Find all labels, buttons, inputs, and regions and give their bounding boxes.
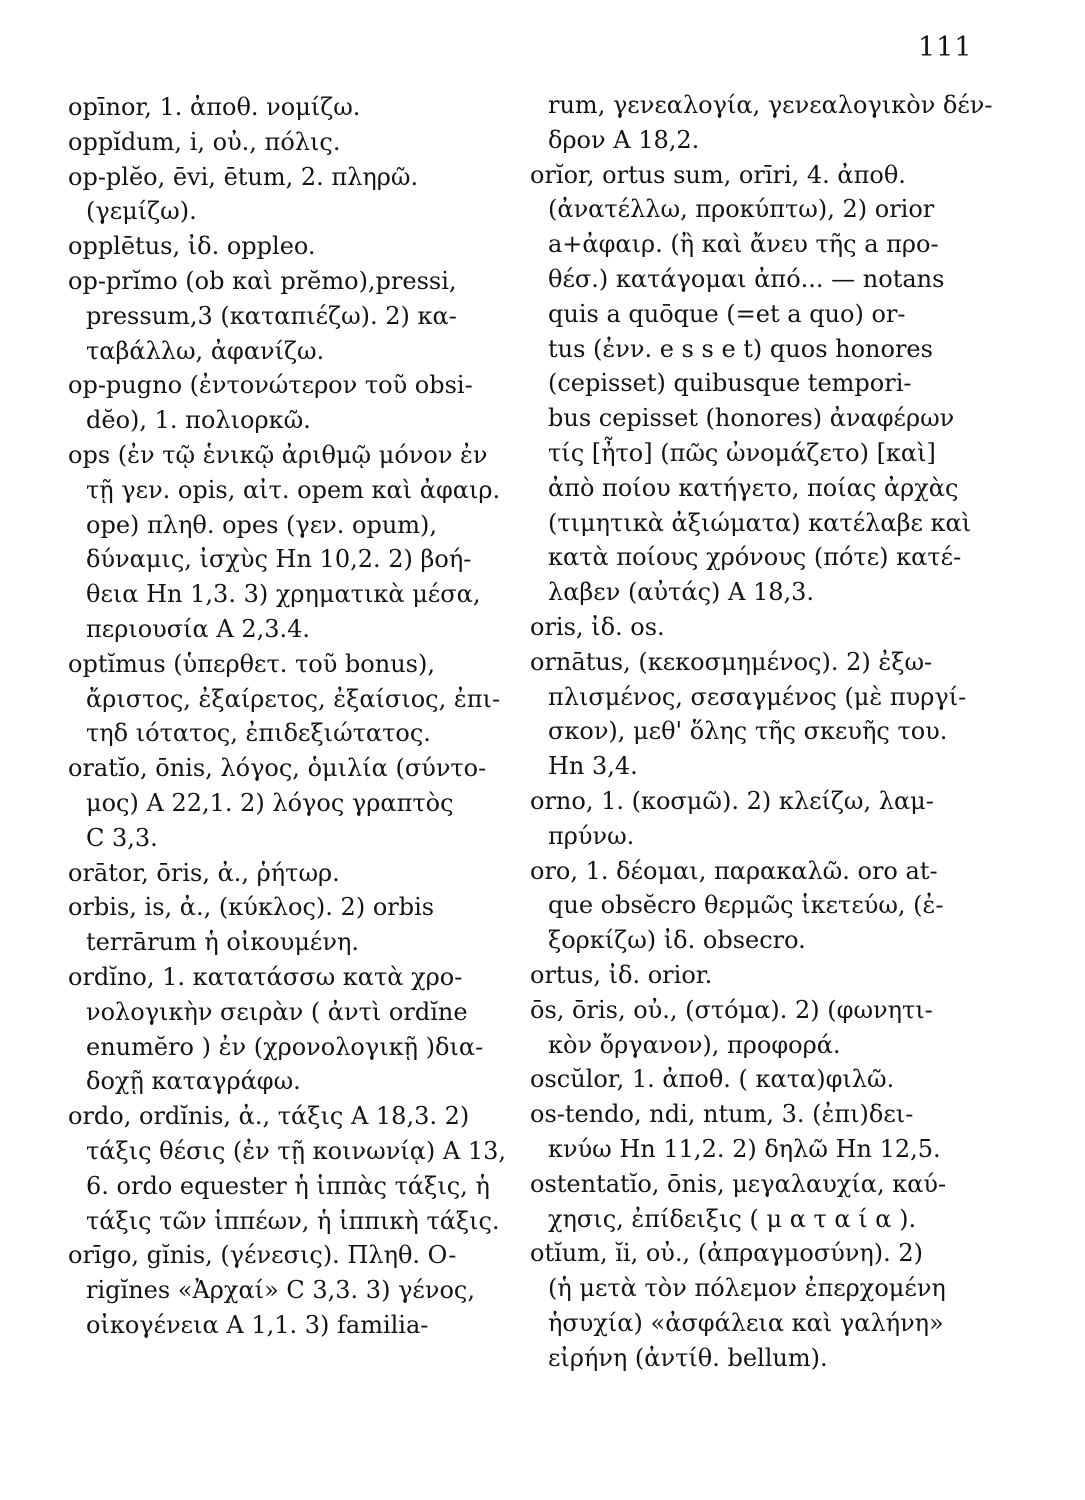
entry-line: tus (ἐνν. e s s e t) quos honores (548, 334, 933, 363)
entry-line: terrārum ἡ οἰκουμένη. (86, 928, 359, 957)
entry-line: que obsĕcro θερμῶς ἱκετεύω, (ἐ- (548, 891, 944, 920)
entry-line: ordĭno, 1. κατατάσσω κατὰ χρο- (68, 962, 463, 991)
entry-line: a+ἀφαιρ. (ἢ καὶ ἄνευ τῆς a προ- (548, 230, 939, 259)
entry-line: πλισμένος, σεσαγμένος (μὲ πυργί- (548, 682, 967, 711)
page-number: 111 (918, 32, 973, 63)
entry-line: opīnor, 1. ἀποθ. νομίζω. (68, 93, 361, 121)
entry-line: ortus, ἰδ. orior. (530, 960, 713, 989)
entry-line: op-prĭmo (ob καὶ prĕmo),pressi, (68, 266, 457, 295)
entry-line: (τιμητικὰ ἀξιώματα) κατέλαβε καὶ (548, 508, 972, 537)
entry-line: C 3,3. (86, 823, 158, 852)
entry-line: ἀπὸ ποίου κατήγετο, ποίας ἀρχὰς (548, 473, 959, 502)
entry-line: τάξις θέσις (ἐν τῇ κοινωνίᾳ) A 13, (86, 1136, 507, 1165)
entry-line: orĭor, ortus sum, orīri, 4. ἀποθ. (530, 160, 906, 189)
entry-line: rigĭnes «Ἀρχαί» C 3,3. 3) γένος, (86, 1276, 475, 1305)
entry-line: νολογικὴν σειρὰν ( ἀντὶ ordĭne (86, 997, 468, 1026)
entry-line: ἄριστος, ἐξαίρετος, ἐξαίσιος, ἐπι- (86, 684, 501, 713)
entry-line: δοχῇ καταγράφω. (86, 1067, 301, 1096)
entry-line: quis a quōque (=et a quo) or- (548, 299, 906, 328)
entry-line: 6. ordo equester ἡ ἱππὰς τάξις, ἡ (86, 1171, 490, 1200)
entry-line: τάξις τῶν ἱππέων, ἡ ἱππικὴ τάξις. (86, 1206, 500, 1235)
entry-line: ōs, ōris, οὐ., (στόμα). 2) (φωνητι- (530, 995, 933, 1024)
right-column (530, 88, 993, 1375)
entry-line: μος) A 22,1. 2) λόγος γραπτὸς (86, 788, 454, 817)
entry-line: ornātus, (κεκοσμημένος). 2) ἐξω- (530, 647, 933, 676)
entry-line: ordo, ordĭnis, ἀ., τάξις A 18,3. 2) (68, 1102, 470, 1131)
entry-line: oscŭlor, 1. ἀποθ. ( κατα)φιλῶ. (530, 1065, 895, 1094)
entry-line: ope) πληθ. opes (γεν. opum), (86, 510, 438, 539)
entry-line: τηδ ιότατος, ἐπιδεξιώτατος. (86, 719, 431, 748)
entry-line: (γεμίζω). (86, 197, 197, 226)
entry-line: otĭum, ĭi, οὐ., (ἀπραγμοσύνη). 2) (530, 1239, 924, 1268)
entry-line: os-tendo, ndi, ntum, 3. (ἐπι)δει- (530, 1100, 914, 1129)
entry-line: ξορκίζω) ἰδ. obsecro. (548, 926, 806, 955)
entry-line: κὸν ὄργανον), προφορά. (548, 1030, 841, 1059)
entry-line: λαβεν (αὐτάς) A 18,3. (548, 578, 815, 607)
entry-line: ostentatĭo, ōnis, μεγαλαυχία, καύ- (530, 1169, 947, 1198)
entry-line: orātor, ōris, ἀ., ῥήτωρ. (68, 858, 340, 887)
entry-line: ἡσυχία) «ἀσφάλεια καὶ γαλήνη» (548, 1308, 944, 1337)
entry-line: ταβάλλω, ἀφανίζω. (86, 336, 325, 365)
entry-line: κατὰ ποίους χρόνους (πότε) κατέ- (548, 543, 962, 572)
entry-line: orno, 1. (κοσμῶ). 2) κλείζω, λαμ- (530, 786, 934, 815)
entry-line: χησις, ἐπίδειξις ( μ α τ α ί α ). (548, 1204, 917, 1233)
entry-line: rum, γενεαλογία, γενεαλογικὸν δέν- (548, 91, 993, 119)
entry-line: Hn 3,4. (548, 752, 638, 781)
entry-line: κνύω Hn 11,2. 2) δηλῶ Hn 12,5. (548, 1134, 941, 1163)
entry-line: σκον), μεθ' ὅλης τῆς σκευῆς του. (548, 717, 948, 746)
entry-line: orīgo, gĭnis, (γένεσις). Πληθ. O- (68, 1241, 457, 1270)
entry-line: orbis, is, ἀ., (κύκλος). 2) orbis (68, 893, 435, 922)
entry-line: oris, ἰδ. os. (530, 612, 665, 641)
entry-line: dĕo), 1. πολιορκῶ. (86, 406, 311, 435)
entry-line: optĭmus (ὑπερθετ. τοῦ bonus), (68, 649, 435, 678)
entry-line: oppĭdum, i, οὐ., πόλις. (68, 127, 341, 156)
entry-line: pressum,3 (καταπιέζω). 2) κα- (86, 301, 457, 330)
entry-line: bus cepisset (honores) ἀναφέρων (548, 404, 955, 433)
entry-line: θεια Hn 1,3. 3) χρηματικὰ μέσα, (86, 580, 481, 609)
entry-line: δύναμις, ἰσχὺς Hn 10,2. 2) βοή- (86, 545, 472, 574)
entry-line: oro, 1. δέομαι, παρακαλῶ. oro at- (530, 856, 938, 885)
entry-line: op-pugno (ἐντονώτερον τοῦ obsi- (68, 371, 473, 400)
entry-line: oratĭo, ōnis, λόγος, ὁμιλία (σύντο- (68, 754, 487, 783)
entry-line: τίς [ἦτο] (πῶς ὠνομάζετο) [καὶ] (548, 438, 936, 467)
entry-line: opplētus, ἰδ. oppleo. (68, 232, 316, 261)
entry-line: enumĕro ) ἐν (χρονολογικῇ )δια- (86, 1032, 484, 1061)
entry-line: op-plĕo, ēvi, ētum, 2. πληρῶ. (68, 162, 419, 191)
entry-line: εἰρήνη (ἀντίθ. bellum). (548, 1343, 828, 1372)
entry-line: πρύνω. (548, 821, 635, 850)
entry-line: δρον A 18,2. (548, 125, 700, 154)
entry-line: τῇ γεν. opis, αἰτ. opem καὶ ἀφαιρ. (86, 475, 501, 504)
entry-line: περιουσία A 2,3.4. (86, 614, 311, 643)
entry-line: (cepisset) quibusque tempori- (548, 369, 912, 398)
entry-line: θέσ.) κατάγομαι ἀπό... — notans (548, 264, 945, 293)
entry-line: οἰκογένεια A 1,1. 3) familia- (86, 1310, 429, 1339)
left-column (68, 90, 508, 1343)
entry-line: (ἀνατέλλω, προκύπτω), 2) orior (548, 195, 935, 224)
entry-line: (ἡ μετὰ τὸν πόλεμον ἐπερχομένη (548, 1274, 946, 1303)
entry-line: ops (ἐν τῷ ἑνικῷ ἀριθμῷ μόνον ἐν (68, 440, 488, 469)
